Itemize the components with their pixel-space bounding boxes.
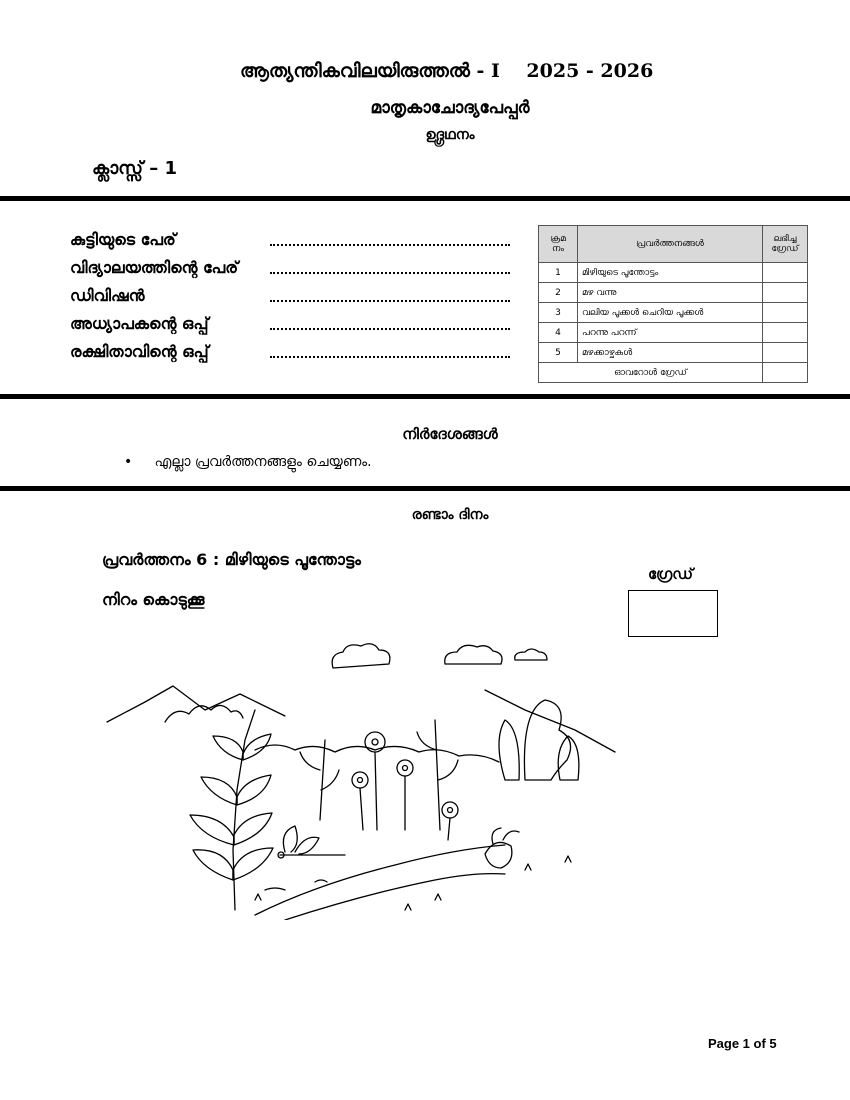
leaf — [190, 815, 234, 845]
leaf — [234, 813, 272, 845]
flower — [352, 772, 368, 788]
flower — [442, 802, 458, 818]
cloud-icon — [332, 644, 390, 668]
flower — [365, 732, 385, 752]
row-grade[interactable] — [763, 303, 808, 323]
divider — [0, 196, 850, 201]
class-number: 1 — [164, 158, 178, 179]
bullet: • — [124, 454, 155, 470]
activity-task: നിറം കൊടുക്കൂ — [102, 590, 205, 609]
day-heading: രണ്ടാം ദിനം — [411, 507, 489, 523]
stream — [255, 845, 505, 920]
row-grade[interactable] — [763, 323, 808, 343]
table-row — [539, 343, 808, 363]
dragonfly-icon — [280, 826, 345, 855]
table-row — [539, 323, 808, 343]
leaf — [243, 734, 271, 760]
exam-title-text: ആത്യന്തികവിലയിരുത്തൽ — [240, 60, 470, 82]
row-num: 5 — [539, 343, 578, 363]
row-num: 2 — [539, 283, 578, 303]
cloud-icon — [445, 645, 502, 664]
grade-label: ഗ്രേഡ് — [648, 565, 693, 583]
leaf — [233, 848, 273, 880]
class-line: ക്ലാസ്സ് – 1 — [92, 158, 178, 179]
field-parent-sign-label: രക്ഷിതാവിന്റെ ഒപ്പ് — [70, 342, 209, 361]
subject: ഉദ്ഗ്രഥനം — [425, 127, 475, 143]
leaf — [213, 736, 243, 760]
leaf — [193, 850, 233, 880]
cloud-icon — [515, 649, 547, 660]
activity-title: പ്രവർത്തനം 6 : മിഴിയുടെ പൂന്തോട്ടം — [102, 550, 361, 569]
divider — [0, 394, 850, 399]
exam-year: 2025 - 2026 — [526, 60, 654, 82]
row-grade[interactable] — [763, 263, 808, 283]
overall-label: ഓവറോൾ ഗ്രേഡ് — [539, 363, 763, 383]
grade-table-header — [539, 226, 808, 263]
bee-icon — [485, 828, 519, 868]
row-grade[interactable] — [763, 283, 808, 303]
grade-table — [538, 225, 808, 383]
instruction-text: എല്ലാ പ്രവർത്തനങ്ങളും ചെയ്യണം. — [154, 454, 372, 470]
row-activity: മഴക്കാഴ്ചകൾ — [578, 343, 763, 363]
instructions-heading: നിർദേശങ്ങൾ — [402, 425, 498, 443]
plant-stem — [233, 710, 255, 910]
instruction-item — [124, 454, 372, 470]
divider — [0, 486, 850, 491]
row-activity: പറന്നു പറന്ന് — [578, 323, 763, 343]
table-row — [539, 263, 808, 283]
field-student-name-line[interactable] — [270, 244, 510, 246]
overall-grade[interactable] — [763, 363, 808, 383]
field-school-name-label: വിദ്യാലയത്തിന്റെ പേര് — [70, 258, 239, 277]
class-label: ക്ലാസ്സ് — [92, 158, 143, 179]
field-teacher-sign-line[interactable] — [270, 328, 510, 330]
row-activity: മിഴിയുടെ പൂന്തോട്ടം — [578, 263, 763, 283]
leaf — [237, 775, 271, 805]
row-num: 4 — [539, 323, 578, 343]
paper-type: മാതൃകാചോദ്യപേപ്പർ — [370, 98, 530, 118]
table-row — [539, 303, 808, 323]
field-division-label: ഡിവിഷൻ — [70, 286, 145, 305]
mountains — [107, 686, 615, 752]
tree — [499, 720, 519, 780]
field-student-name-label: കുട്ടിയുടെ പേര് — [70, 230, 176, 249]
overall-row — [539, 363, 808, 383]
row-num: 3 — [539, 303, 578, 323]
row-num: 1 — [539, 263, 578, 283]
field-school-name-line[interactable] — [270, 272, 510, 274]
table-row — [539, 283, 808, 303]
field-parent-sign-line[interactable] — [270, 356, 510, 358]
row-grade[interactable] — [763, 343, 808, 363]
row-activity: വലിയ പൂക്കൾ ചെറിയ പൂക്കൾ — [578, 303, 763, 323]
caterpillar — [165, 705, 243, 722]
grade-box[interactable] — [628, 590, 718, 637]
flower — [397, 760, 413, 776]
exam-title: ആത്യന്തികവിലയിരുത്തൽ - I 2025 - 2026 — [240, 60, 654, 82]
header-serial: ക്രമ നം — [539, 226, 578, 263]
header-grade: ലഭിച്ച ഗ്രേഡ് — [763, 226, 808, 263]
field-division-line[interactable] — [270, 300, 510, 302]
exam-term: I — [491, 60, 500, 82]
page-number: Page 1 of 5 — [708, 1036, 777, 1051]
row-activity: മഴ വന്നു — [578, 283, 763, 303]
field-teacher-sign-label: അധ്യാപകന്റെ ഒപ്പ് — [70, 314, 209, 333]
header-activities: പ്രവർത്തനങ്ങൾ — [578, 226, 763, 263]
garden-coloring-illustration — [105, 630, 625, 920]
leaf — [201, 777, 237, 805]
